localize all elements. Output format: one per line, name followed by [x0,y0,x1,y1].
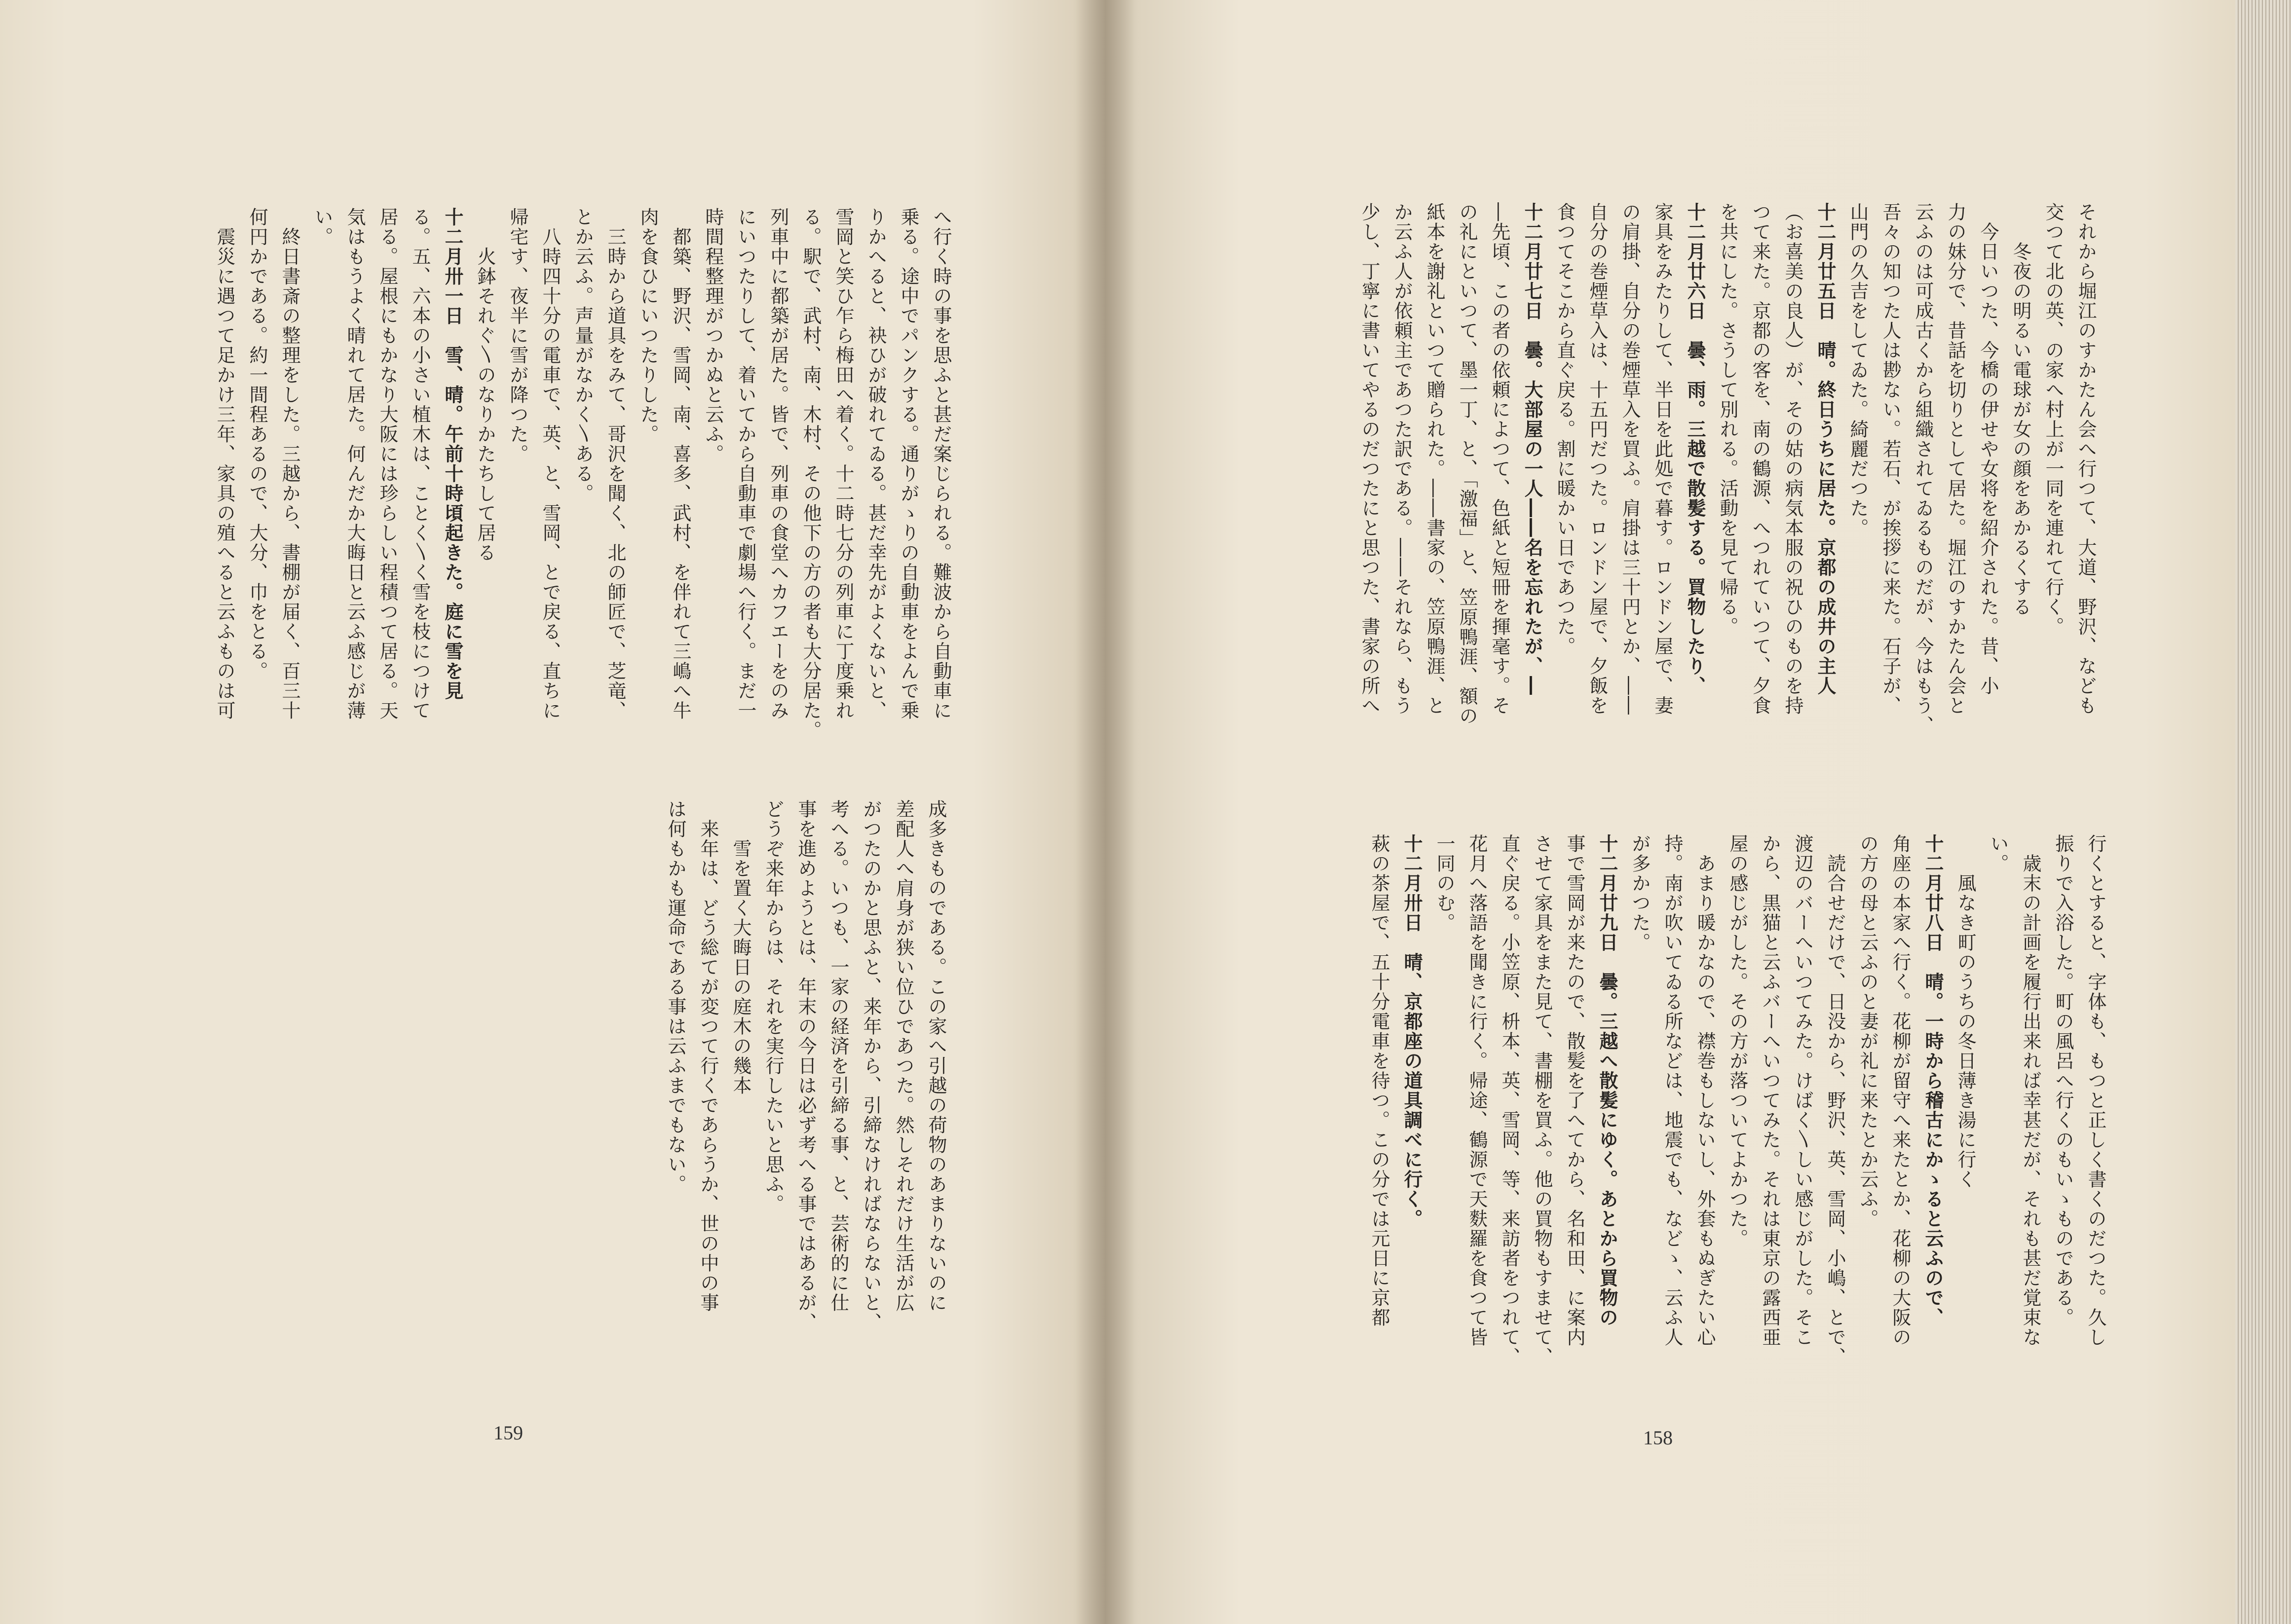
text-column: 居る。屋根にもかなり大阪には珍らしい程積つて居る。天 [376,207,398,720]
text-column: 行くとすると、字体も、もつと正しく書くのだつた。久し [2085,834,2106,1347]
text-column: 萩の茶屋で、五十分電車を待つ。この分では元日に京都 [1368,834,1390,1327]
text-column: ―先頃、この者の依頼によつて、色紙と短冊を揮毫す。そ [1489,202,1510,716]
text-column: へ行く時の事を思ふと甚だ案じられる。難波から自動車に [930,207,952,720]
text-column: 事で雪岡が来たので、散髪を了へてから、名和田、に案内 [1564,834,1585,1347]
page-number-158: 158 [1643,1427,1673,1449]
text-column: い。 [1987,834,2009,873]
text-column: がつたのかと思ふと、来年から、引締なければならないと、 [860,799,882,1332]
text-column: 肉を食ひにいつたりした。 [637,207,659,444]
text-column: 乗る。途中でパンクする。通りがゝりの自動車をよんで乗 [898,207,919,720]
text-column: い。 [311,207,333,247]
text-column: 家具をみたりして、半日を此処で暮す。ロンドン屋で、妻 [1652,202,1673,716]
text-column: る。駅で、武村、南、木村、その他下の方の者も大分居た。 [800,207,822,740]
text-column: 紙本を謝礼といつて贈られた。――書家の、笠原鴨涯、と [1424,202,1445,716]
text-column: 事を進めようとは、年末の今日は必ず考へる事ではあるが、 [795,799,817,1332]
text-column: 十二月卅日 晴、京都座の道具調べに行く。 [1401,834,1423,1229]
text-column: 云ふのは可成古くから組織されてゐるものだが、今はもう、 [1912,202,1934,735]
left-page-lower-text [558,799,952,1352]
text-column: の肩掛、自分の巻煙草入を買ふ。肩掛は三十円とか、―― [1619,202,1641,716]
text-column: が多かつた。 [1629,834,1651,952]
right-page-lower-text [1283,834,2112,1451]
text-column: か云ふ人が依頼主であつた訳である。――それなら、もう [1391,202,1413,716]
text-column: それから堀江のすかたん会へ行つて、大道、野沢、なども [2075,202,2097,716]
text-column: 都築、野沢、雪岡、南、喜多、武村、を伴れて三嶋へ牛 [670,207,691,720]
text-column: の礼にといつて、墨一丁、と、「激福」と、笠原鴨涯、額の [1456,202,1478,726]
text-column: から、黒猫と云ふバーへいつてみた。それは東京の露西亜 [1759,834,1781,1347]
text-column: 少し、丁寧に書いてやるのだつたにと思つた、書家の所へ [1358,202,1380,716]
text-column: 風なき町のうちの冬日薄き湯に行く [1954,834,1976,1189]
right-page-upper-text [1263,202,2102,824]
text-column: の方の母と云ふのと妻が礼に来たとか云ふ。 [1857,834,1878,1229]
text-column: （お喜美の良人）が、その姑の病気本服の祝ひのものを持 [1782,202,1803,716]
text-column: 考へる。いつも、一家の経済を引締る事、と、芸術的に仕 [827,799,849,1313]
text-column: 交つて北の英、の家へ村上が一同を連れて行く。 [2042,202,2064,637]
text-column: 十二月廿六日 曇、雨。三越で散髪する。買物したり、 [1684,202,1706,696]
text-column: 屋の感じがした。その方が落ついてよかつた。 [1727,834,1748,1248]
text-column: 雪を置く大晦日の庭木の幾本 [730,799,751,1095]
text-column: とか云ふ。声量がなかく〵ある。 [572,207,594,503]
text-column: 力の妹分で、昔話を切りとして居た。堀江のすかたん会と [1945,202,1966,716]
text-column: 気はもうよく晴れて居た。何んだか大晦日と云ふ感じが薄 [344,207,366,720]
text-column: る。五、六本の小さい植木は、ことく〵く雪を枝につけて [409,207,431,720]
text-column: 一同のむ。 [1433,834,1455,933]
text-column: 直ぐ戻る。小笠原、枡本、英、雪岡、等、来訪者をつれて、 [1499,834,1520,1367]
text-column: 自分の巻煙草入は、十五円だつた。ロンドン屋で、夕飯を [1586,202,1608,716]
text-column: つて来た。京都の客を、南の鶴源、へつれていつて、夕食 [1749,202,1771,716]
text-column: 今日いつた、今橋の伊せや女将を紹介された。昔、小 [1977,202,1999,696]
book-gutter [1076,0,1135,1624]
left-page-upper-text [128,207,957,780]
text-column: 列車中に都築が居た。皆で、列車の食堂へカフエーをのみ [767,207,789,720]
text-column: させて家具をまた見て、書棚を買ふ。他の買物もすませて、 [1531,834,1553,1367]
text-column: 角座の本家へ行く。花柳が留守へ来たとか、花柳の大阪の [1889,834,1911,1347]
text-column: 食つてそこから直ぐ戻る。割に暖かい日であつた。 [1554,202,1576,656]
left-page [0,0,1105,1624]
text-column: 読合せだけで、日没から、野沢、英、雪岡、小嶋、とで、 [1824,834,1846,1367]
text-column: 渡辺のバーへいつてみた。けばく〵しい感じがした。そこ [1792,834,1813,1347]
text-column: にいつたりして、着いてから自動車で劇場へ行く。まだ一 [735,207,756,720]
text-column: 何円かである。約一間程あるので、大分、巾をとる。 [246,207,268,681]
text-column: 時間程整理がつかぬと云ふ。 [702,207,724,464]
text-column: りかへると、袂ひが破れてゐる。甚だ幸先がよくないと、 [865,207,887,720]
text-column: 終日書斎の整理をした。三越から、書棚が届く、百三十 [279,207,300,720]
page-number-159: 159 [493,1422,523,1444]
text-column: 十二月卅一日 雪、晴。午前十時頃起きた。庭に雪を見 [442,207,463,701]
text-column: 十二月廿五日 晴。終日うちに居た。京都の成井の主人 [1814,202,1836,696]
text-column: 三時から道具をみて、哥沢を聞く、北の師匠で、芝竜、 [604,207,626,720]
text-column: 差配人へ肩身が狭い位ひであつた。然しそれだけ生活が広 [893,799,914,1313]
text-column: は何もかも運命である事は云ふまでもない。 [665,799,686,1194]
text-column: 八時四十分の電車で、英、と、雪岡、とで戻る、直ちに [539,207,561,720]
text-column: 十二月廿九日 曇。三越へ散髪にゆく。あとから買物の [1596,834,1618,1327]
text-column: 山門の久吉をしてゐた。綺麗だつた。 [1847,202,1869,538]
text-column: あまり暖かなので、襟巻もしないし、外套もぬぎたい心 [1694,834,1716,1347]
text-column: 震災に遇つて足かけ三年、家具の殖へると云ふものは可 [214,207,235,720]
text-column: 帰宅す、夜半に雪が降つた。 [507,207,528,464]
text-column: 十二月廿八日 晴。一時から稽古にかゝると云ふので、 [1922,834,1944,1327]
text-column: 十二月廿七日 曇。大部屋の一人――名を忘れたが、― [1521,202,1543,696]
page-edges [2235,0,2291,1624]
text-column: 冬夜の明るい電球が女の顔をあかるくする [2010,202,2031,617]
text-column: 振りで入浴した。町の風呂へ行くのもいゝものである。 [2052,834,2074,1327]
text-column: 成多きものである。この家へ引越の荷物のあまりないのに [925,799,947,1313]
text-column: どうぞ来年からは、それを実行したいと思ふ。 [762,799,784,1214]
text-column: 花月へ落語を聞きに行く。帰途、鶴源で天麩羅を食つて皆 [1466,834,1488,1347]
text-column: 火鉢それぐ〵のなりかたちして居る [474,207,496,563]
text-column: 歳末の計画を履行出来れば幸甚だが、それも甚だ覚束な [2020,834,2041,1347]
text-column: 雪岡と笑ひ乍ら梅田へ着く。十二時七分の列車に丁度乗れ [832,207,854,720]
text-column: を共にした。さうして別れる。活動を見て帰る。 [1717,202,1738,637]
text-column: 吾々の知つた人は尠ない。若石、が挨拶に来た。石子が、 [1879,202,1901,716]
text-column: 持。南が吹いてゐる所などは、地震でも、などゝ、云ふ人 [1661,834,1683,1347]
text-column: 来年は、どう総てが変つて行くであらうか、世の中の事 [697,799,719,1313]
